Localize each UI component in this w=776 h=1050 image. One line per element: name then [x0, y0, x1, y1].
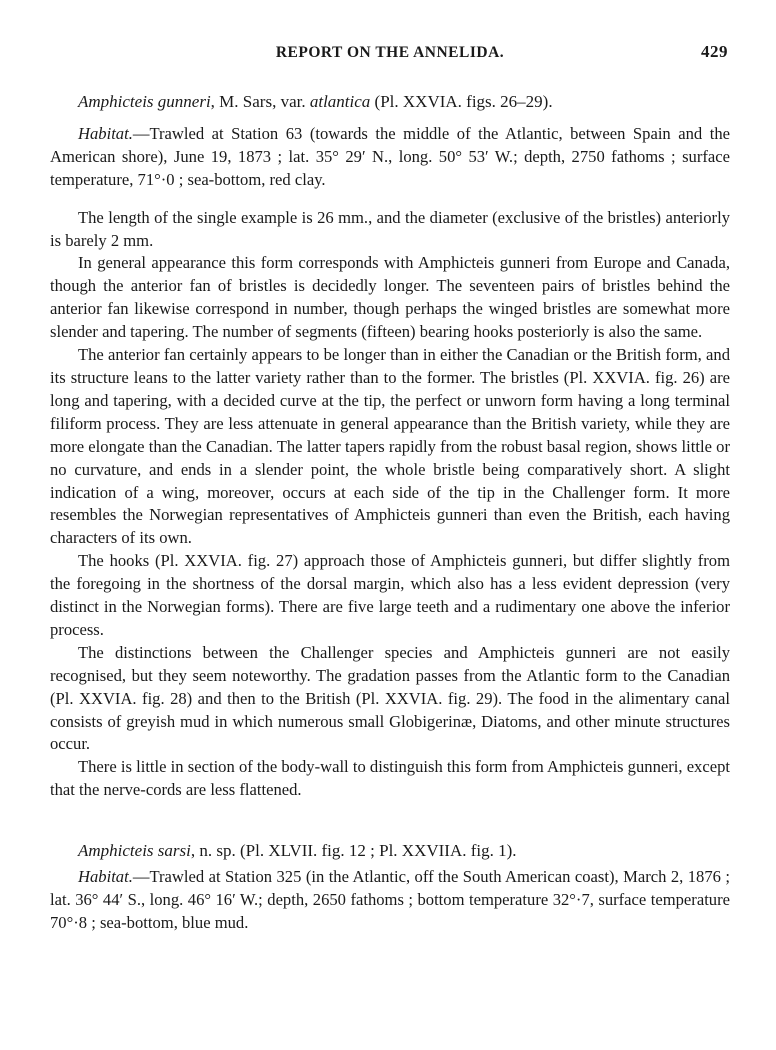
page-number: 429: [701, 42, 728, 61]
habitat-text: —Trawled at Station 63 (towards the middle of the Atlantic, between Spain and the American shore), June 19, 1873 ; lat. 35° 29′ N., long. 50° 53′ W.; depth, 2750 fathoms ; surface temperature, 71°·0 ; sea-bottom, red clay.: [50, 123, 730, 189]
species-heading-gunneri: [50, 91, 730, 114]
habitat-label: Habitat.: [78, 123, 133, 143]
habitat-paragraph-gunneri: [50, 123, 730, 192]
body-paragraph: The hooks (Pl. XXVIA. fig. 27) approach those of Amphicteis gunneri, but differ slightly from the foregoing in the shortness of the dorsal margin, which also has a less evident depression (very distinct in the Norwegian forms). There are five large teeth and a rudimentary one above the inferior process.: [50, 551, 730, 639]
body-paragraph: In general appearance this form corresponds with Amphicteis gunneri from Europe and Canada, though the anterior fan of bristles is decidedly longer. The seventeen pairs of bristles behind the anterior fan likewise correspond in number, though perhaps the winged bristles are somewhat more slender and tapering. The number of segments (fifteen) bearing hooks posteriorly is also the same.: [50, 253, 730, 342]
body-paragraph: The distinctions between the Challenger species and Amphicteis gunneri are not easily recognised, but they seem noteworthy. The gradation passes from the Atlantic form to the Canadian (Pl. XXVIA. fig. 28) and then to the British (Pl. XXVIA. fig. 29). The food in the alimentary canal consists of greyish mud in which numerous small Globigerinæ, Diatoms, and other minute structures occur.: [50, 642, 730, 754]
plate-reference: , n. sp. (Pl. XLVII. fig. 12 ; Pl. XXVIIA. fig. 1).: [190, 841, 517, 861]
species-authority: , M. Sars, var.: [210, 92, 310, 111]
species-name: Amphicteis gunneri: [78, 92, 211, 111]
body-paragraph: There is little in section of the body-wall to distinguish this form from Amphicteis gunneri, except that the nerve-cords are less flattened.: [50, 757, 730, 800]
page: [50, 40, 730, 935]
species-heading-sarsi: [50, 840, 730, 863]
habitat-paragraph-sarsi: [50, 866, 730, 935]
variety-name: atlantica: [309, 92, 371, 111]
plate-reference: (Pl. XXVIA. figs. 26–29).: [370, 92, 553, 111]
habitat-text: —Trawled at Station 325 (in the Atlantic, off the South American coast), March 2, 1876 ; lat. 36° 44′ S., long. 46° 16′ W.; depth, 2650 fathoms ; bottom temperature 32°·7, surface temperature 70°·8 ; sea-bottom, blue mud.: [50, 867, 730, 932]
habitat-label: Habitat.: [78, 867, 133, 887]
body-paragraph: The length of the single example is 26 mm., and the diameter (exclusive of the bristles) anteriorly is barely 2 mm.: [50, 207, 730, 250]
body-paragraph: The anterior fan certainly appears to be longer than in either the Canadian or the British form, and its structure leans to the latter variety rather than to the former. The bristles (Pl. XXVIA. fig. 26) are long and tapering, with a decided curve at the tip, the perfect or unworn form having a long terminal filiform process. They are less attenuate in general appearance than the British variety, while they are more elongate than the Canadian. The latter tapers rapidly from the robust basal region, shows little or no curvature, and ends in a slender point, the whole bristle being comparatively short. A slight indication of a wing, moreover, occurs at each side of the tip in the Challenger form. It more resembles the Norwegian representatives of Amphicteis gunneri than even the British, each having characters of its own.: [50, 345, 730, 548]
species-name: Amphicteis sarsi: [78, 841, 191, 861]
running-head: [50, 40, 730, 70]
running-title: REPORT ON THE ANNELIDA.: [275, 44, 505, 61]
